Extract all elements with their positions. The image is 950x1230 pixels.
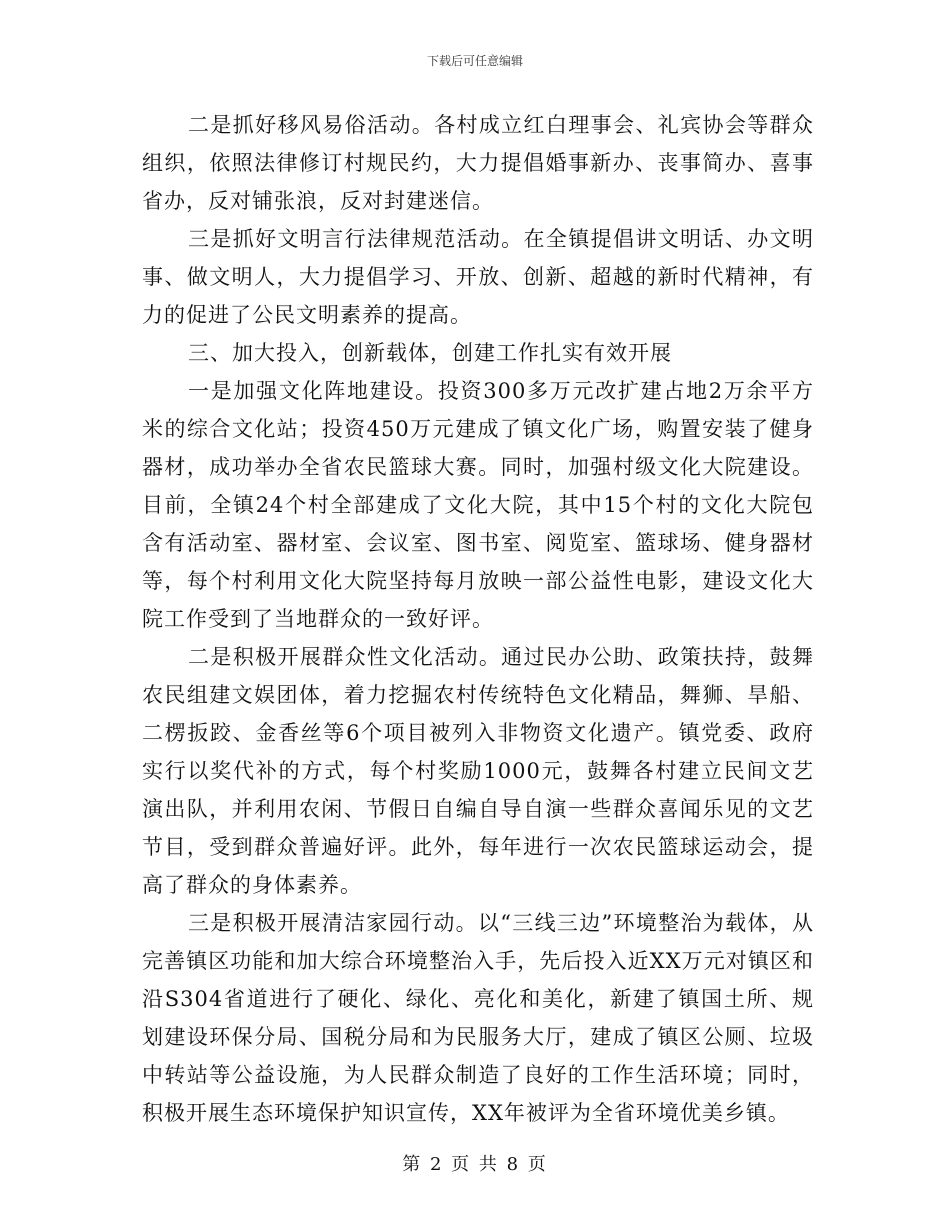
section-heading-investment: 三、加大投入，创新载体，创建工作扎实有效开展 [188,341,672,365]
paragraph-clean-home-action: 三是积极开展清洁家园行动。以“三线三边”环境整治为载体，从完善镇区功能和加大综合环境整治入手，先后投入近XX万元对镇区和沿S304省道进行了硬化、绿化、亮化和美化，新建了镇国土所、规划建设环保分局、国税分局和为民服务大厅，建成了镇区公厕、垃圾中转站等公益设施，为人民群众制造了良好的工作生活环境；同时，积极开展生态环境保护知识宣传，XX年被评为全省环境优美乡镇。 [142,911,814,1125]
paragraph-mass-culture-activities: 二是积极开展群众性文化活动。通过民办公助、政策扶持，鼓舞农民组建文娱团体，着力挖掘农村传统特色文化精品，舞狮、旱船、二楞扳跤、金香丝等6个项目被列入非物资文化遗产。镇党委、政府实行以奖代补的方式，每个村奖励1000元，鼓舞各村建立民间文艺演出队，并利用农闲、节假日自编自导自演一些群众喜闻乐见的文艺节目，受到群众普遍好评。此外，每年进行一次农民篮球运动会，提高了群众的身体素养。 [142,645,814,897]
page-number: 第 2 页 共 8 页 [402,1154,548,1175]
paragraph-culture-facilities: 一是加强文化阵地建设。投资300多万元改扩建占地2万余平方米的综合文化站；投资450万元建成了镇文化广场，购置安装了健身器材，成功举办全省农民篮球大赛。同时，加强村级文化大院建设。目前，全镇24个村全部建成了文化大院，其中15个村的文化大院包含有活动室、器材室、会议室、图书室、阅览室、篮球场、健身器材等，每个村利用文化大院坚持每月放映一部公益性电影，建设文化大院工作受到了当地群众的一致好评。 [142,379,814,631]
paragraph-civility-conduct: 三是抓好文明言行法律规范活动。在全镇提倡讲文明话、办文明事、做文明人，大力提倡学习、开放、创新、超越的新时代精神，有力的促进了公民文明素养的提高。 [142,227,814,327]
paragraph-customs-reform: 二是抓好移风易俗活动。各村成立红白理事会、礼宾协会等群众组织，依照法律修订村规民约，大力提倡婚事新办、丧事简办、喜事省办，反对铺张浪，反对封建迷信。 [142,113,814,213]
document-body [142,106,814,1132]
page-header: 下载后可任意编辑 [426,54,523,68]
